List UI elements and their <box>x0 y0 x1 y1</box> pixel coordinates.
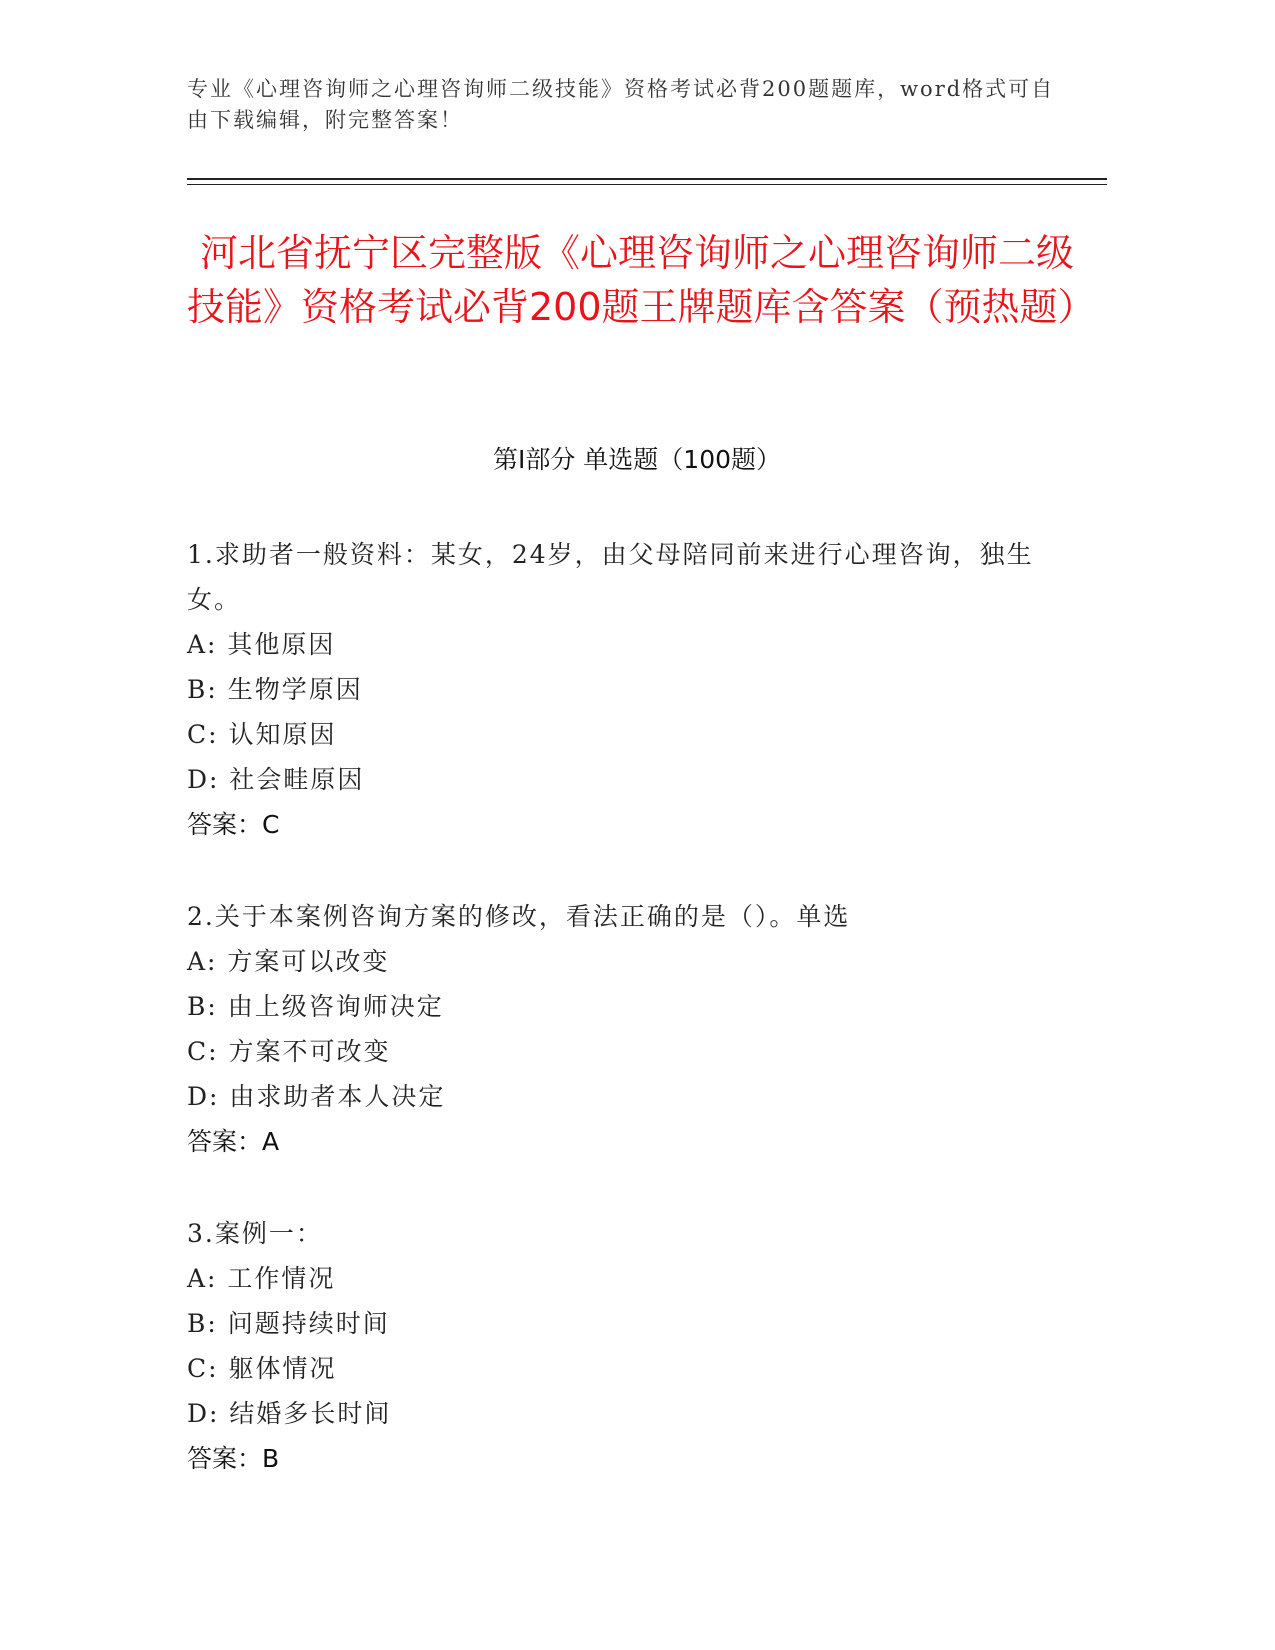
header-divider-thick <box>187 178 1107 180</box>
question-stem: 2.关于本案例咨询方案的修改，看法正确的是（）。单选 <box>187 902 851 931</box>
answer-line: 答案：C <box>187 810 280 839</box>
option-b: B: 问题持续时间 <box>187 1309 390 1338</box>
option-a: A: 方案可以改变 <box>187 947 390 976</box>
option-a: A: 其他原因 <box>187 630 336 659</box>
question-2 <box>187 894 1067 1164</box>
option-c: C: 方案不可改变 <box>187 1037 391 1066</box>
option-d: D: 结婚多长时间 <box>187 1399 392 1428</box>
question-stem: 1.求助者一般资料：某女，24岁，由父母陪同前来进行心理咨询，独生女。 <box>187 540 1034 614</box>
header-divider-thin <box>187 184 1107 185</box>
question-stem: 3.案例一： <box>187 1219 323 1248</box>
answer-line: 答案：B <box>187 1444 280 1473</box>
option-b: B: 由上级咨询师决定 <box>187 992 444 1021</box>
section-title: 第Ⅰ部分 单选题（100题） <box>492 445 782 474</box>
document-header-note: 专业《心理咨询师之心理咨询师二级技能》资格考试必背200题题库，word格式可自由下载编辑，附完整答案！ <box>187 77 1055 132</box>
option-b: B: 生物学原因 <box>187 675 363 704</box>
answer-line: 答案：A <box>187 1127 280 1156</box>
option-d: D: 由求助者本人决定 <box>187 1082 446 1111</box>
question-list <box>187 532 1067 1528</box>
option-a: A: 工作情况 <box>187 1264 336 1293</box>
option-c: C: 认知原因 <box>187 720 337 749</box>
option-d: D: 社会畦原因 <box>187 765 365 794</box>
question-3 <box>187 1211 1067 1481</box>
option-c: C: 躯体情况 <box>187 1354 337 1383</box>
question-1 <box>187 532 1067 847</box>
document-title: 河北省抚宁区完整版《心理咨询师之心理咨询师二级技能》资格考试必背200题王牌题库含答案（预热题） <box>187 231 1096 329</box>
